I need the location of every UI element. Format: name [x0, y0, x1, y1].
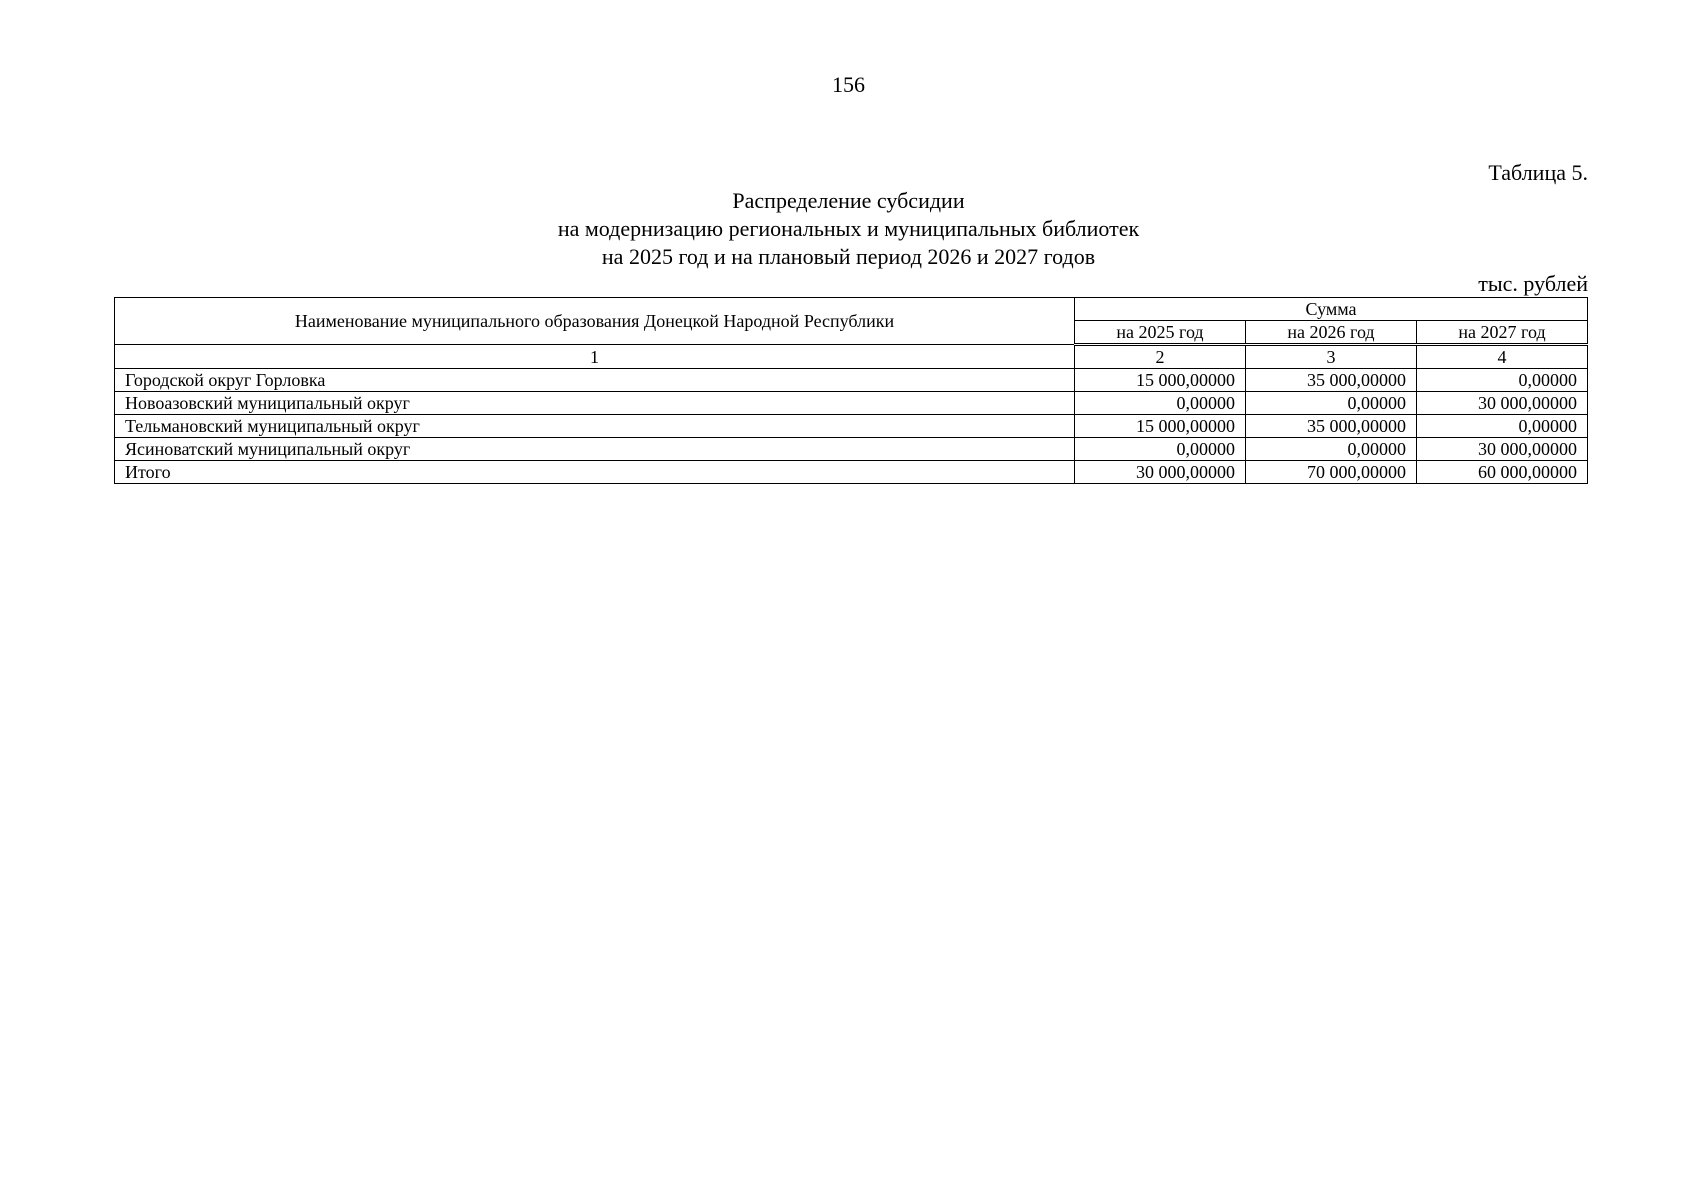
- column-number-row: [115, 345, 1588, 369]
- value-2026: 35 000,00000: [1246, 369, 1417, 392]
- header-name: Наименование муниципального образования Донецкой Народной Республики: [115, 298, 1075, 345]
- value-2027: 30 000,00000: [1417, 392, 1588, 415]
- total-row: [115, 461, 1588, 484]
- title-line-3: на 2025 год и на плановый период 2026 и 2027 годов: [601, 244, 1096, 269]
- column-number: 1: [115, 345, 1075, 369]
- table-row: [115, 369, 1588, 392]
- column-number: 3: [1246, 345, 1417, 369]
- total-label: Итого: [115, 461, 1075, 484]
- total-2026: 70 000,00000: [1246, 461, 1417, 484]
- column-number: 4: [1417, 345, 1588, 369]
- header-row-top: [115, 298, 1588, 321]
- municipality-name: Ясиноватский муниципальный округ: [115, 438, 1075, 461]
- municipality-name: Новоазовский муниципальный округ: [115, 392, 1075, 415]
- header-year-2026: на 2026 год: [1246, 321, 1417, 345]
- table-number: Таблица 5.: [1488, 160, 1588, 185]
- value-2026: 35 000,00000: [1246, 415, 1417, 438]
- table-row: [115, 392, 1588, 415]
- value-2026: 0,00000: [1246, 392, 1417, 415]
- value-2026: 0,00000: [1246, 438, 1417, 461]
- title-line-1: Распределение субсидии: [732, 188, 965, 213]
- column-number: 2: [1075, 345, 1246, 369]
- total-2027: 60 000,00000: [1417, 461, 1588, 484]
- header-year-2025: на 2025 год: [1075, 321, 1246, 345]
- value-2027: 0,00000: [1417, 415, 1588, 438]
- table-row: [115, 438, 1588, 461]
- table-row: [115, 415, 1588, 438]
- value-2027: 0,00000: [1417, 369, 1588, 392]
- value-2027: 30 000,00000: [1417, 438, 1588, 461]
- municipality-name: Тельмановский муниципальный округ: [115, 415, 1075, 438]
- value-2025: 15 000,00000: [1075, 415, 1246, 438]
- municipality-name: Городской округ Горловка: [115, 369, 1075, 392]
- total-2025: 30 000,00000: [1075, 461, 1246, 484]
- table-title: [0, 187, 1697, 271]
- header-sum: Сумма: [1075, 298, 1588, 321]
- value-2025: 0,00000: [1075, 392, 1246, 415]
- header-year-2027: на 2027 год: [1417, 321, 1588, 345]
- units-label: тыс. рублей: [1478, 271, 1588, 296]
- title-line-2: на модернизацию региональных и муниципальных библиотек: [557, 216, 1140, 241]
- value-2025: 0,00000: [1075, 438, 1246, 461]
- value-2025: 15 000,00000: [1075, 369, 1246, 392]
- subsidy-table: [114, 297, 1588, 484]
- page-number: 156: [832, 72, 865, 97]
